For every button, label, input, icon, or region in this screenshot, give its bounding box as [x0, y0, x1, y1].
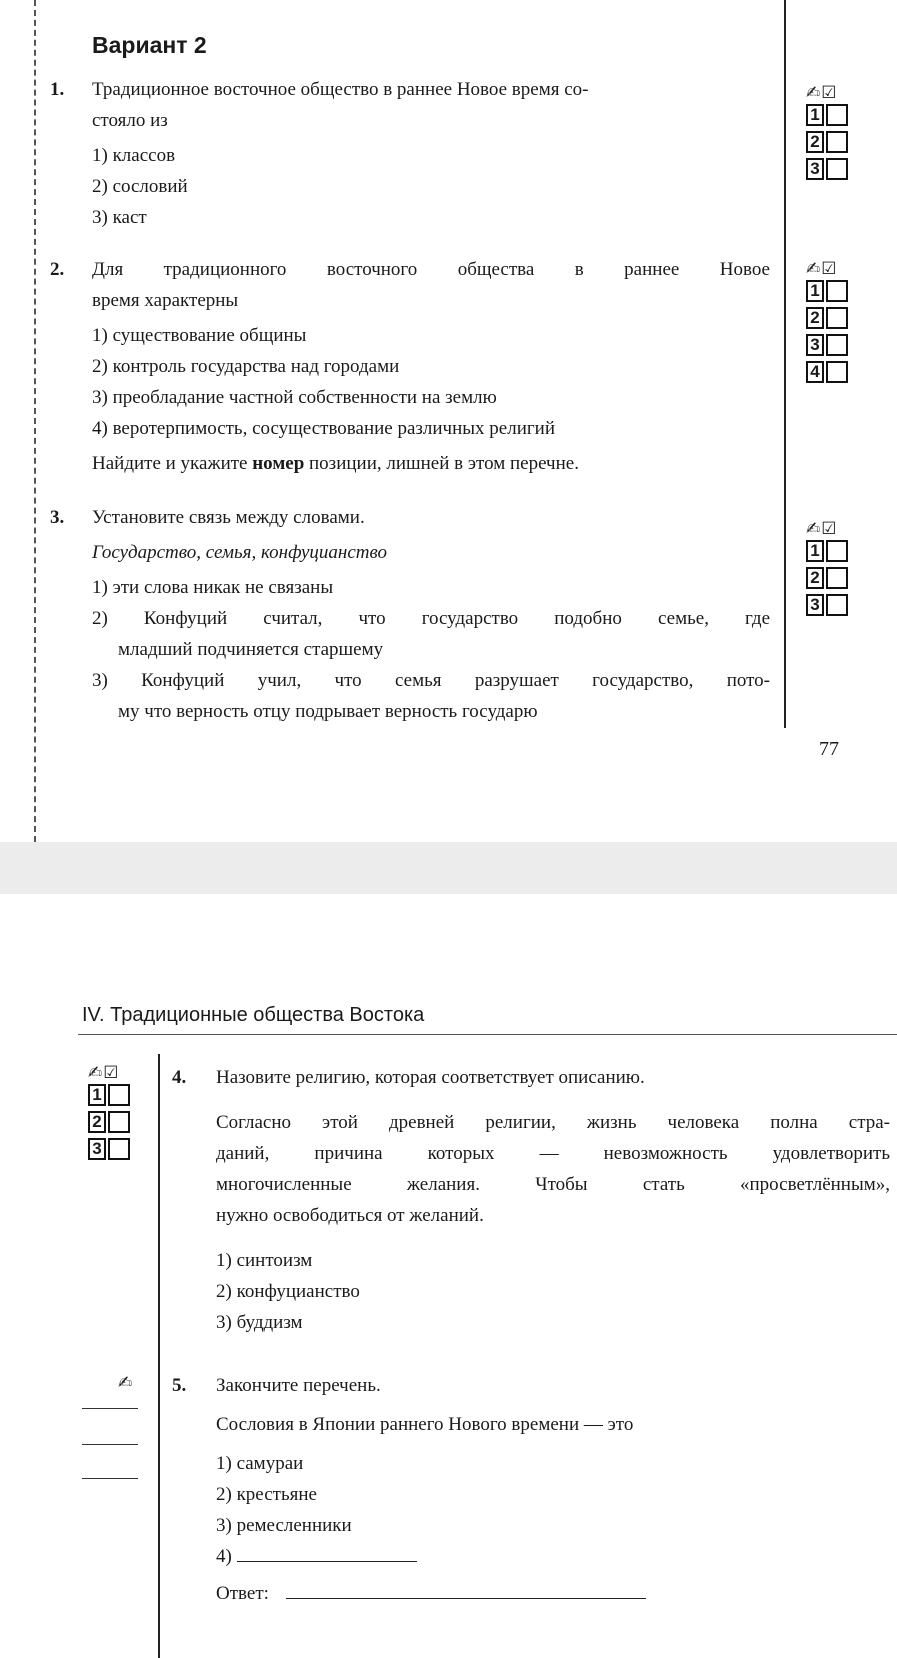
option: 3) буддизм [216, 1312, 303, 1333]
pen-check-icon: ✍☑ [806, 259, 838, 279]
answer-checkbox[interactable] [108, 1111, 130, 1133]
answer-number: 2 [806, 307, 824, 329]
option: 3) преобладание частной собственности на землю [92, 387, 497, 408]
question-text: Традиционное восточное общество в раннее Новое время со- [92, 79, 589, 100]
section-header: IV. Традиционные общества Востока [82, 1004, 425, 1026]
question-2 [50, 254, 770, 479]
question-number: 3. [50, 507, 65, 528]
option: 2) контроль государства над городами [92, 356, 400, 377]
answer-number: 3 [88, 1138, 106, 1160]
answer-column-rule [784, 0, 786, 728]
option: 3) каст [92, 207, 147, 228]
option-continued: му что верность отцу подрывает верность государю [118, 701, 538, 722]
question-number: 2. [50, 259, 65, 280]
pen-check-icon: ✍☑ [806, 519, 838, 539]
answer-row [806, 540, 858, 567]
answer-row [88, 1138, 140, 1165]
answer-row [806, 280, 858, 307]
answer-number: 1 [88, 1084, 106, 1106]
question-1 [50, 74, 770, 233]
answer-row [806, 334, 858, 361]
header-rule [78, 1034, 897, 1035]
question-text: Установите связь между словами. [92, 507, 365, 528]
option: 1) классов [92, 145, 176, 166]
description-line: Согласно этой древней религии, жизнь человека полна стра- [216, 1112, 890, 1133]
answer-label: Ответ: [216, 1583, 269, 1604]
pen-check-icon: ✍☑ [88, 1063, 120, 1083]
question-text: время характерны [92, 290, 239, 311]
question-4 [172, 1062, 892, 1338]
answer-number: 2 [806, 131, 824, 153]
page-78 [0, 894, 897, 1658]
answer-fill-line[interactable] [286, 1597, 646, 1599]
instruction-bold: номер [252, 453, 305, 474]
question-text: Для традиционного восточного общества в раннее Новое [92, 259, 770, 280]
answer-number: 1 [806, 104, 824, 126]
answer-checkbox[interactable] [826, 567, 848, 589]
option-continued: младший подчиняется старшему [118, 639, 384, 660]
answer-checkbox[interactable] [826, 594, 848, 616]
description-line: нужно освободиться от желаний. [216, 1205, 484, 1226]
answer-column-rule [158, 1054, 160, 1658]
answer-row [806, 567, 858, 594]
answer-block-q1 [806, 82, 858, 185]
answer-number: 2 [88, 1111, 106, 1133]
answer-number: 1 [806, 280, 824, 302]
answer-checkbox[interactable] [826, 361, 848, 383]
answer-number: 4 [806, 361, 824, 383]
option: 2) Конфуций считал, что государство подобно семье, где [92, 608, 770, 629]
question-number: 1. [50, 79, 65, 100]
question-text: стояло из [92, 110, 168, 131]
question-number: 4. [172, 1067, 187, 1088]
answer-checkbox[interactable] [826, 104, 848, 126]
answer-row [88, 1084, 140, 1111]
option: 4) веротерпимость, сосуществование различных религий [92, 418, 556, 439]
page-number: 77 [819, 738, 839, 760]
answer-checkbox[interactable] [108, 1084, 130, 1106]
question-instruction [92, 448, 770, 479]
option: 2) сословий [92, 176, 188, 197]
question-words: Государство, семья, конфуцианство [92, 542, 387, 563]
answer-checkbox[interactable] [826, 334, 848, 356]
answer-row [88, 1111, 140, 1138]
page-gap [0, 842, 897, 894]
answer-row [806, 158, 858, 185]
option: 1) существование общины [92, 325, 307, 346]
option: 2) конфуцианство [216, 1281, 360, 1302]
answer-row [806, 131, 858, 158]
answer-number: 3 [806, 594, 824, 616]
answer-checkbox[interactable] [108, 1138, 130, 1160]
question-3 [50, 502, 770, 727]
option-number: 4) [216, 1546, 232, 1567]
instruction-text: Найдите и укажите [92, 453, 253, 474]
answer-checkbox[interactable] [826, 158, 848, 180]
question-text: Закончите перечень. [216, 1375, 381, 1396]
answer-checkbox[interactable] [826, 131, 848, 153]
answer-checkbox[interactable] [826, 280, 848, 302]
option: 1) самураи [216, 1453, 304, 1474]
description-line: многочисленные желания. Чтобы стать «просветлённым», [216, 1174, 890, 1195]
question-number: 5. [172, 1375, 187, 1396]
description-line: даний, причина которых — невозможность удовлетворить [216, 1143, 890, 1164]
option: 1) эти слова никак не связаны [92, 577, 334, 598]
option: 2) крестьяне [216, 1484, 317, 1505]
score-blank-line [82, 1444, 138, 1445]
score-blank-line [82, 1408, 138, 1409]
option-blank [216, 1541, 892, 1572]
option-fill-line[interactable] [237, 1560, 417, 1562]
answer-checkbox[interactable] [826, 307, 848, 329]
answer-number: 3 [806, 158, 824, 180]
pen-icon: ✍ [118, 1373, 134, 1393]
answer-number: 2 [806, 567, 824, 589]
score-blank-line [82, 1478, 138, 1479]
question-text: Назовите религию, которая соответствует описанию. [216, 1067, 645, 1088]
question-lead: Сословия в Японии раннего Нового времени — это [216, 1414, 634, 1435]
answer-row [806, 594, 858, 621]
answer-number: 3 [806, 334, 824, 356]
option: 3) ремесленники [216, 1515, 352, 1536]
answer-row [806, 361, 858, 388]
cut-line [34, 0, 36, 842]
question-5 [172, 1370, 892, 1609]
variant-title: Вариант 2 [92, 32, 207, 58]
answer-row [806, 307, 858, 334]
instruction-text: позиции, лишней в этом перечне. [304, 453, 579, 474]
answer-row [806, 104, 858, 131]
answer-line [216, 1578, 892, 1609]
pen-check-icon: ✍☑ [806, 83, 838, 103]
option: 3) Конфуций учил, что семья разрушает государство, пото- [92, 670, 770, 691]
option: 1) синтоизм [216, 1250, 313, 1271]
answer-block-q2 [806, 258, 858, 388]
answer-block-q3 [806, 518, 858, 621]
answer-number: 1 [806, 540, 824, 562]
answer-checkbox[interactable] [826, 540, 848, 562]
answer-block-q4 [88, 1062, 140, 1165]
